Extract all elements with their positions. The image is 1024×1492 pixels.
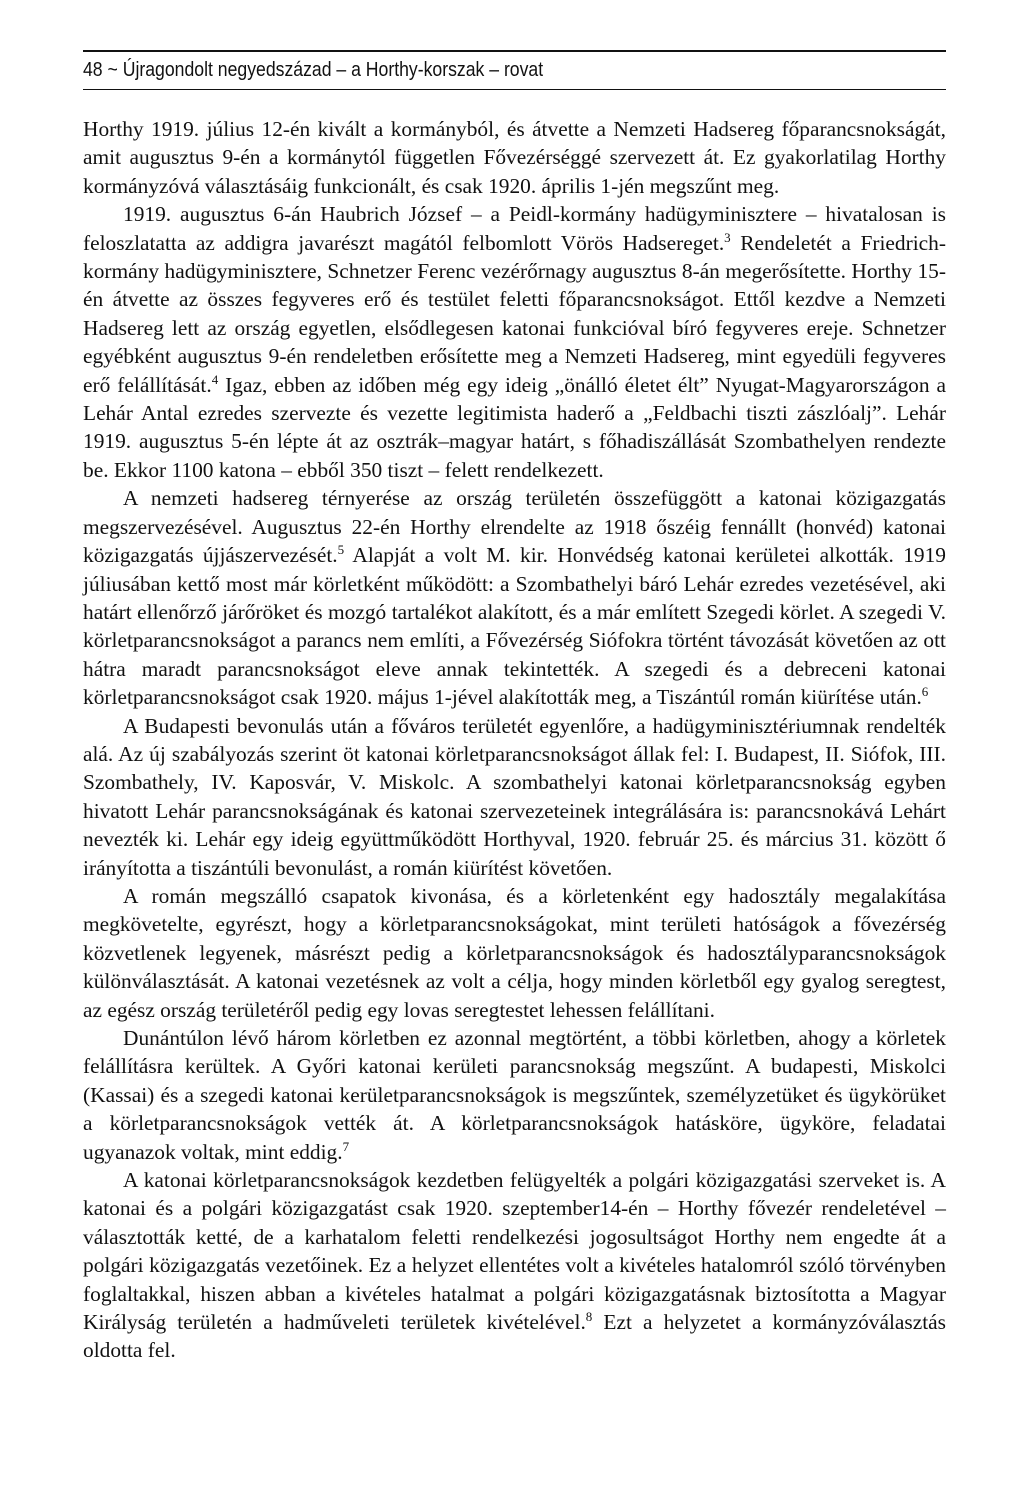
section-title: Újragondolt negyedszázad – a Horthy-korszak – rovat	[122, 58, 544, 81]
footnote-ref: 6	[921, 684, 929, 699]
running-head	[83, 58, 825, 82]
header-separator: ~	[107, 58, 118, 81]
paragraph-text: 1919. augusztus 6-án Haubrich József – a Peidl-kormány hadügyminisztere – hivatalosan is feloszlatatta az addigra javarészt magától felbomlott Vörös Hadsereget.	[83, 202, 946, 255]
paragraph-2	[83, 200, 946, 484]
body-text	[83, 115, 946, 1365]
paragraph-6	[83, 1024, 946, 1166]
paragraph-1	[83, 115, 946, 200]
page-number: 48	[83, 58, 103, 81]
header-bottom-rule	[83, 89, 946, 90]
paragraph-3	[83, 484, 946, 711]
header-top-rule	[83, 50, 946, 52]
footnote-ref: 3	[724, 229, 731, 245]
paragraph-text: Ezt a helyzetet a kormányzóválasztás oldotta fel.	[83, 1310, 946, 1363]
paragraph-5	[83, 882, 946, 1024]
paragraph-text: A román megszálló csapatok kivonása, és a körletenként egy hadosztály megalakítása megkövetelte, egyrészt, hogy a körletparancsnokságokat, mint területi hatóságok a fővezérség közvetlenek legyenek, másrészt pedig a körletparancsnokságok és hadosztályparancsnokságok különválasztását. A katonai vezetésnek az volt a célja, hogy minden körletből egy gyalog seregtest, az egész ország területéről pedig egy lovas seregtestet lehessen felállítani.	[83, 883, 946, 1022]
paragraph-text: A katonai körletparancsnokságok kezdetben felügyelték a polgári közigazgatási szerveket is. A katonai és a polgári közigazgatást csak 1920. szeptember14-én – Horthy fővezér rendeletével – választották ketté, de a karhatalom feletti rendelkezési jogosultságot Horthy nem engedte át a polgári közigazgatás vezetőinek. Ez a helyzet ellentétes volt a kivételes hatalomról szóló törvényben foglaltakkal, hiszen abban a kivételes hatalmat a polgári közigazgatásnak biztosította a Magyar Királyság területén a hadműveleti területek kivételével.	[83, 1168, 946, 1335]
footnote-ref: 4	[211, 371, 219, 387]
paragraph-4	[83, 712, 946, 882]
paragraph-text: Dunántúlon lévő három körletben ez azonnal megtörtént, a többi körletben, ahogy a körletek felállításra kerültek. A Győri katonai kerületi parancsnokság megszűnt. A budapesti, Miskolci (Kassai) és a szegedi katonai kerületparancsnokságok is megszűntek, személyzetüket és ügykörüket a körletparancsnokságok vették át. A körletparancsnokságok hatásköre, ügyköre, feladatai ugyanazok voltak, mint eddig.	[83, 1026, 946, 1164]
book-page	[83, 50, 946, 1365]
paragraph-text: Horthy 1919. július 12-én kivált a kormányból, és átvette a Nemzeti Hadsereg főparancsnokságát, amit augusztus 9-én a kormánytól független Fővezérséggé szervezett át. Ez gyakorlatilag Horthy kormányzóvá választásáig funkcionált, és csak 1920. április 1-jén megszűnt meg.	[83, 117, 946, 198]
footnote-ref: 8	[585, 1308, 593, 1324]
paragraph-text: A nemzeti hadsereg térnyerése az ország területén összefüggött a katonai közigazgatás megszervezésével. Augusztus 22-én Horthy elrendelte az 1918 őszéig fennállt (honvéd) katonai közigazgatás újjászervezését.	[83, 486, 946, 568]
paragraph-text: Rendeletét a Friedrich-kormány hadügyminisztere, Schnetzer Ferenc vezérőrnagy augusztus 8-án megerősítette. Horthy 15-én átvette az összes fegyveres erő és testület feletti főparancsnokságot. Ettől kezdve a Nemzeti Hadsereg lett az ország egyetlen, elsődlegesen katonai funkcióval bíró fegyveres ereje. Schnetzer egyébként augusztus 9-én rendeletben erősítette meg a Nemzeti Hadsereg, mint egyedüli fegyveres erő felállítását.	[83, 230, 946, 397]
paragraph-7	[83, 1166, 946, 1365]
paragraph-text: Igaz, ebben az időben még egy ideig „önálló életet élt” Nyugat-Magyarországon a Lehár Antal ezredes szervezte és vezette legitimista haderő a „Feldbachi tiszti zászlóalj”. Lehár 1919. augusztus 5-én lépte át az osztrák–magyar határt, s főhadiszállását Szombathelyen rendezte be. Ekkor 1100 katona – ebből 350 tiszt – felett rendelkezett.	[83, 372, 946, 482]
footnote-ref: 7	[342, 1138, 350, 1154]
footnote-ref: 5	[337, 541, 345, 557]
paragraph-text: Alapját a volt M. kir. Honvédség katonai kerületei alkották. 1919 júliusában kettő most már körletként működött: a Szombathelyi báró Lehár ezredes vezetésével, aki határt ellenőrző járőröket és mozgó tartalékot alakított, és a már említett Szegedi körlet. A szegedi V. körletparancsnokságot a parancs nem említi, a Fővezérség Siófokra történt távozását követően az ott hátra maradt parancsnokságot eleve annak tekintették. A szegedi és a debreceni katonai körletparancsnokságot csak 1920. május 1-jével alakították meg, a Tiszántúl román kiürítése után.	[83, 543, 946, 710]
paragraph-text: A Budapesti bevonulás után a főváros területét egyenlőre, a hadügyminisztériumnak rendelték alá. Az új szabályozás szerint öt katonai körletparancsnokságot állak fel: I. Budapest, II. Siófok, III. Szombathely, IV. Kaposvár, V. Miskolc. A szombathelyi katonai körletparancsnokság egyben hivatott Lehár parancsnokságának és katonai szervezeteinek integrálására is: parancsnokává Lehárt nevezték ki. Lehár egy ideig együttműködött Horthyval, 1920. február 25. és március 31. között ő irányította a tiszántúli bevonulást, a román kiürítést követően.	[83, 713, 946, 880]
